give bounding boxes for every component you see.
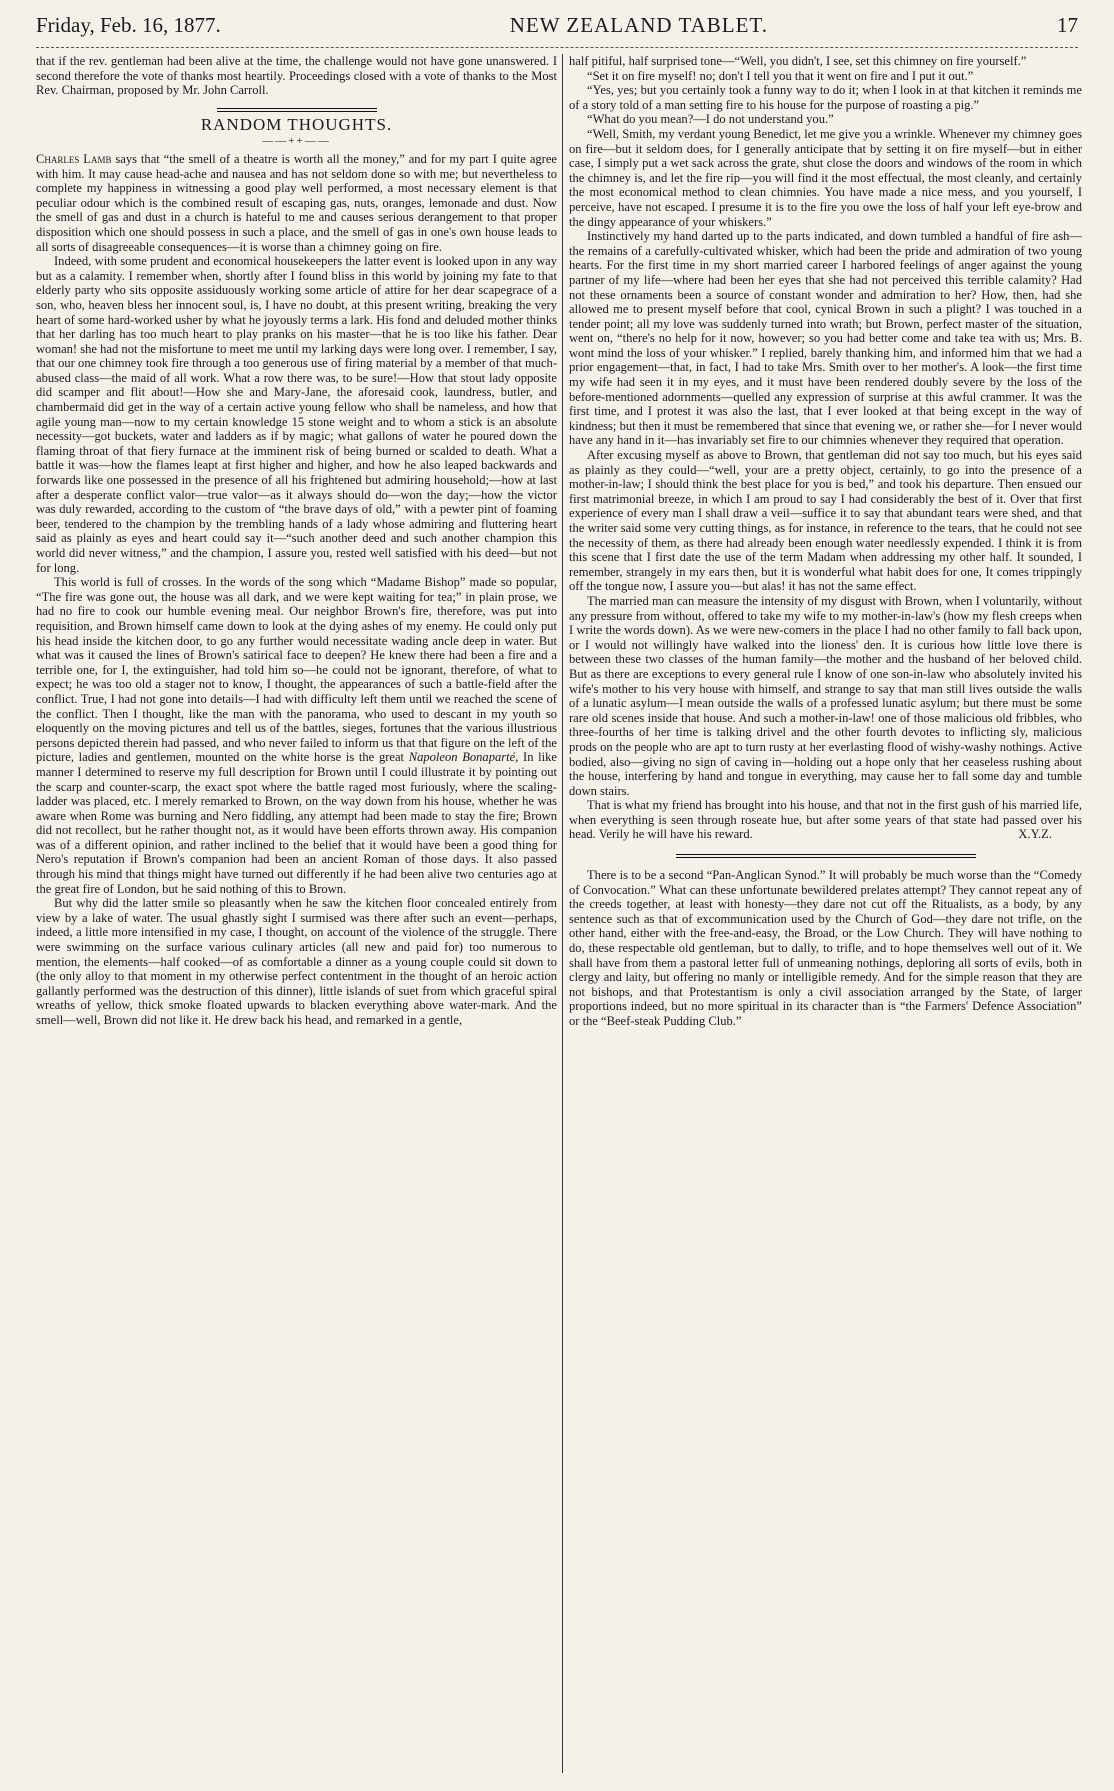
newspaper-title: NEW ZEALAND TABLET.	[509, 12, 768, 37]
issue-date: Friday, Feb. 16, 1877.	[36, 12, 221, 37]
title-ornament: ——++——	[262, 135, 331, 148]
article-paragraph: “Set it on fire myself! no; don't I tell you that it went on fire and I put it out.”	[587, 68, 974, 83]
italic-name: Napoleon Bonaparté	[408, 750, 516, 765]
opening-name: Charles Lamb	[36, 151, 112, 166]
page-number: 17	[1056, 12, 1078, 37]
column-rule	[562, 54, 563, 1773]
header-rule	[36, 47, 1078, 48]
article-paragraph: There is to be a second “Pan-Anglican Synod.” It will probably be much worse than the “Comedy of Convocation.” What can these unfortunate bewildered prelates attempt? They cannot repeat any of the creeds together, at least with honesty—they dare not cut off the Ritualists, as a body, by any sentence such as that of excommunication used by the Church of God—they dare not trifle, on the other hand, either with the free-and-easy, the Broad, or the Low Church. They will have nothing to do, these respectable old gentleman, but to dally, to trifle, and to hope themselves well out of it. We shall have from them a pastoral letter full of unmeaning nothings, deploring all sorts of evils, both in clergy and laity, but offering no manly or intelligible remedy. And for the simple reason that they are not bishops, and that Protestantism is only a civil association arranged by the State, of larger proportions indeed, but no more spiritual in its character than is “the Farmers' Defence Association” or the “Beef-steak Pudding Club.”	[569, 868, 1082, 1028]
article-paragraph: half pitiful, half surprised tone—“Well, you didn't, I see, set this chimney on fire yourself.”	[569, 54, 1027, 68]
article-paragraph: The married man can measure the intensity of my disgust with Brown, when I voluntarily, without any pressure from without, offered to take my wife to my mother-in-law's (how my flesh creeps when I write the words down). As we were new-comers in the place I had no other family to fall back upon, or I would not willingly have walked into the lioness' den. It is curious how little love there is between these two classes of the human family—the mother and the husband of her beloved child. But as there are exceptions to every general rule I know of one son-in-law who absolutely invited his wife's mother to his very house with himself, and strange to say that man still lives outside the walls of a lunatic asylum—I mean outside the walls of a professed lunatic asylum; but there must be some rare old scenes inside that house. And such a mother-in-law! one of those malicious old fribbles, who three-fourths of her time is talking drivel and the other fourth devotes to inflicting sly, malicious prods on the people who are apt to turn rusty at her everlasting flood of wishy-washy nothings. Active bodied, also—giving no sign of caving in—holding out a hope only that her ceaseless rushing about the house, interfering by hand and tongue in everything, may cause her to fall some day and tumble down stairs.	[569, 593, 1082, 798]
article-paragraph: “Yes, yes; but you certainly took a funny way to do it; when I look in at that kitchen it reminds me of a story told of a man setting fire to his house for the purpose of roasting a pig.”	[569, 83, 1082, 112]
article-paragraph: Charles Lamb says that “the smell of a theatre is worth all the money,” and for my part I quite agree with him. It may cause head-ache and nausea and has not seldom done so with me; but nevertheless to complete my happiness in witnessing a good play well performed, a most necessary element is that peculiar odour which is the combined result of escaping gas, nuts, oranges, lemonade and dust. Now the smell of gas and dust in a church is hateful to me and causes serious derangement to that proper disposition which one should possess in such a place, and the smell of gas in one's own house leads to all sorts of disagreeable consequences—it is worse than a chimney going on fire.	[36, 151, 557, 254]
article-paragraph: This world is full of crosses. In the words of the song which “Madame Bishop” made so popular, “The fire was gone out, the house was all dark, and we were kept waiting for tea;” in plain prose, we had no fire to cook our humble evening meal. Our neighbor Brown's fire, therefore, was put into requisition, and Brown himself came down to look at the dying ashes of my enemy. He could only put his head inside the kitchen door, to go any further would necessitate wading ancle deep in water. But what was it caused the lines of Brown's satirical face to deepen? He knew there had been a fire and a terrible one, for I, the extinguisher, had told him so—he could not be ignorant, therefore, of what to expect; he was too old a stager not to know, I thought, the appearances of such a battle-field after the conflict. True, I had not gone into details—I had with difficulty left them until we reached the scene of the conflict. Then I thought, like the man with the panorama, who used to descant in my youth so eloquently on the moving pictures and tell us of the battles, sieges, fortunes that the various illustrious persons depicted therein had passed, and who never failed to inform us that that figure on the left of the picture, ladies and gentlemen, mounted on the white horse is the great Napoleon Bonaparté, In like manner I determined to reserve my full description for Brown until I could illustrate it by pointing out the scarp and counter-scarp, the exact spot where the battle raged most furiously, where the scaling-ladder was placed, etc. I merely remarked to Brown, on the way down from his house, whether he was aware when Rome was burning and Nero fiddling, any attempt had been made to stay the fire; Brown did not recollect, but he rather thought not, as it would have been efforts thrown away. His companion was of a different opinion, and rather inclined to the belief that it would have been a good thing for Nero's reputation if Brown's companion had been an ancient Roman of those days. It also passed through his mind that things might have turned out differently if he had been alive two centuries ago at the great fire of London, but he said nothing of this to Brown.	[36, 575, 557, 896]
right-column	[569, 54, 1082, 1773]
article-paragraph: But why did the latter smile so pleasantly when he saw the kitchen floor concealed entirely from view by a lake of water. The usual ghastly sight I surmised was there after such an event—perhaps, indeed, a little more intensified in my case, I thought, on account of the violence of the struggle. There were swimming on the surface various culinary articles (all new and paid for) too numerous to mention, the elements—half cooked—of as comfortable a dinner as a young couple could sit down to (the only alloy to that moment in my otherwise perfect contentment in the thought of an heroic action gallantly performed was the destruction of this dinner), little islands of suet from which graceful spiral wreaths of yellow, thick smoke floated upwards to blacken everything above water-mark. And the smell—well, Brown did not like it. He drew back his head, and remarked in a gentle,	[36, 896, 557, 1027]
left-column	[36, 54, 557, 1773]
article-paragraph: That is what my friend has brought into his house, and that not in the first gush of his married life, when everything is seen through roseate hue, but after some years of that state had passed over his head. Verily he will have his reward. X.Y.Z.	[569, 798, 1082, 842]
article-paragraph: After excusing myself as above to Brown, that gentleman did not say too much, but his eyes said as plainly as they could—“well, your are a pretty object, certainly, to go into the presence of a mother-in-law; I should think the best place for you is bed,” and took his departure. Then ensued our first matrimonial breeze, in which I am proud to say I had considerably the best of it. Over that first experience of every man I shall draw a veil—suffice it to say that abundant tears were shed, and that the writer said some very cutting things, as for instance, in reference to the tears, that he could not see the necessity of them, as there had already been enough water needlessly expended. I think it is from this scene that I first date the use of the term Madam when addressing my other half. It sounded, I remember, strangely in my ears then, but it is wonderful what habit does for one, It comes trippingly off the tongue now, I assure you—but alas! it has not the same effect.	[569, 448, 1082, 594]
author-signature: X.Y.Z.	[1018, 827, 1052, 842]
section-divider	[676, 854, 976, 858]
closing-paragraph-previous-article: that if the rev. gentleman had been alive at the time, the challenge would not have gone unanswered. I second therefore the vote of thanks most heartily. Proceedings closed with a vote of thanks to the Most Rev. Chairman, proposed by Mr. John Carroll.	[36, 54, 557, 98]
article-paragraph: Indeed, with some prudent and economical housekeepers the latter event is looked upon in any way but as a calamity. I remember when, shortly after I found bliss in this world by joining my fate to that elderly party who sits opposite assiduously working some article of attire for her dear scapegrace of a son, who, heaven bless her innocent soul, is, I have no doubt, at this present writing, breaking the very heart of some hard-worked usher by what he joyously terms a lark. His fond and deluded mother thinks that her darling has too much heart to play pranks on his master—that he is too like his father. Dear woman! she had not the misfortune to meet me until my larking days were long over. I remember, I say, that our one chimney took fire through a too generous use of firing material by a member of that much-abused class—the maid of all work. What a row there was, to be sure!—How that stout lady opposite did scamper and flit about!—How she and Mary-Jane, the aforesaid cook, laundress, butler, and chambermaid did get in the way of a certain active young fellow who shall be nameless, and how that agile young man—now to my certain knowledge 15 stone weight and to whom a stick is an absolute necessity—got buckets, water and ladders as if by magic; what gallons of water he poured down the flaming throat of that fiery furnace at the imminent risk of being burned or scalded to death. What a battle it was—how the flames leapt at first higher and higher, and how he also leaped backwards and forwards like one possessed in the presence of all his frightened but admiring household;—how at last after a desperate conflict valor—true valor—as it always should do—won the day;—how the victor was duly rewarded, according to the custom of “the brave days of old,” with a pewter pint of foaming beer, tendered to the champion by the trembling hands of a lady whose admiring and fluttering heart said as plainly as eyes and heart could say it—“such another deed and such another champion this world did never witness,” and the champion, I assure you, rested well satisfied with his deed—but not for long.	[36, 254, 557, 575]
article-title: RANDOM THOUGHTS.	[200, 114, 393, 134]
article-paragraph: “Well, Smith, my verdant young Benedict, let me give you a wrinkle. Whenever my chimney goes on fire—but it seldom does, for I generally anticipate that by setting it on fire myself—but in either case, I simply put a wet sack across the grate, shut close the doors and windows of the room in which the chimney is, and let the fire rip—you will find it the most effectual, the most cleanly, and certainly the most economical method to clean chimnies. You have made a nice mess, and you yourself, I perceive, have not escaped. I presume it is to the fire you owe the loss of half your left eye-brow and the dingy appearance of your whiskers.”	[569, 126, 1082, 229]
section-divider	[217, 108, 377, 112]
masthead	[36, 8, 1078, 42]
article-paragraph: “What do you mean?—I do not understand you.”	[587, 112, 834, 127]
article-paragraph: Instinctively my hand darted up to the parts indicated, and down tumbled a handful of fire ash—the remains of a carefully-cultivated whisker, which had been the pride and admiration of two young hearts. For the first time in my short married career I harbored feelings of anger against the young partner of my life—where had been her eyes that she had not perceived this terrible calamity? Had not these ornaments been a source of constant wonder and admiration to her? How, then, had she allowed me to present myself before that cool, cynical Brown in such a plight? I was touched in a tender point; all my love was suddenly turned into wrath; but Brown, perfect master of the situation, went on, “there's no help for it now, however; so you had better come and take tea with us; Mrs. B. wont mind the loss of your whisker.” I replied, barely thanking him, and informed him that we had a prior engagement—that, in fact, I had to take Mrs. Smith over to her mother's. A look—the first time my wife had seen it in my eyes, and it must have been rendered doubly severe by the loss of the before-mentioned adornments—quelled any expression of surprise at this awful crammer. It was the first time, and I protest it was also the last, that I ever looked at that being except in the way of kindness; but then it must be remembered that since that evening we, or rather she—for I never would have any hand in it—has invariably set fire to our chimnies whenever they required that operation.	[569, 229, 1082, 448]
